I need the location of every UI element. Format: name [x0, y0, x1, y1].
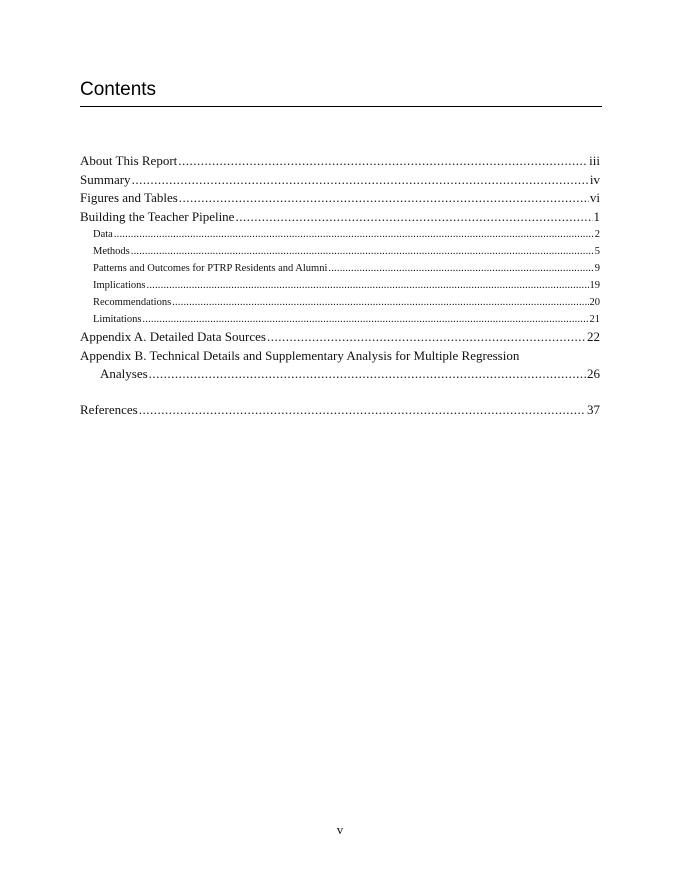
toc-entry-appendix-b[interactable] — [80, 347, 600, 384]
page-title: Contents — [80, 79, 157, 100]
toc-entry-label: Summary — [80, 171, 131, 187]
toc-entry-label: About This Report — [80, 153, 178, 168]
toc-entry-label: Limitations — [93, 314, 142, 325]
dot-leader — [178, 152, 588, 171]
table-of-contents — [80, 152, 600, 419]
dot-leader — [267, 328, 586, 347]
title-rule — [80, 106, 602, 107]
toc-entry-building-the-teacher-pipeline[interactable] — [80, 208, 600, 227]
dot-leader — [235, 208, 592, 227]
toc-entry-figures-and-tables[interactable] — [80, 189, 600, 208]
toc-entry-methods[interactable] — [80, 243, 600, 260]
toc-entry-summary[interactable] — [80, 171, 600, 190]
dot-leader — [328, 260, 593, 277]
toc-entry-appendix-a[interactable] — [80, 328, 600, 347]
dot-leader — [139, 401, 586, 420]
dot-leader — [114, 226, 594, 243]
toc-entry-continuation — [80, 365, 600, 384]
toc-entry-page: 20 — [589, 297, 600, 308]
toc-entry-page: vi — [589, 190, 600, 205]
toc-entry-page: 1 — [593, 208, 600, 224]
toc-entry-label: Implications — [93, 280, 146, 291]
toc-entry-about[interactable] — [80, 152, 600, 171]
toc-entry-implications[interactable] — [80, 277, 600, 294]
toc-entry-page: 19 — [589, 280, 600, 291]
toc-entry-page: 37 — [587, 401, 600, 417]
toc-entry-page: iv — [589, 171, 600, 187]
toc-entry-page: 26 — [587, 366, 600, 381]
toc-entry-label-line2: Analyses — [100, 366, 148, 381]
dot-leader — [149, 365, 586, 384]
dot-leader — [132, 171, 589, 190]
dot-leader — [131, 243, 594, 260]
dot-leader — [147, 277, 589, 294]
toc-entry-recommendations[interactable] — [80, 294, 600, 311]
toc-entry-page: 2 — [594, 229, 600, 240]
dot-leader — [142, 311, 588, 328]
toc-entry-page: 9 — [594, 263, 600, 274]
toc-entry-label-line1: Appendix B. Technical Details and Supplementary Analysis for Multiple Regression — [80, 347, 520, 363]
toc-entry-label: Data — [93, 229, 113, 240]
toc-entry-page: 5 — [594, 246, 600, 257]
toc-entry-label: Recommendations — [93, 297, 172, 308]
toc-entry-page: iii — [589, 153, 600, 168]
page-number: v — [336, 822, 344, 837]
toc-entry-page: 21 — [589, 314, 600, 325]
toc-entry-page: 22 — [587, 329, 600, 344]
toc-entry-data[interactable] — [80, 226, 600, 243]
toc-entry-label: Appendix A. Detailed Data Sources — [80, 329, 266, 344]
dot-leader — [172, 294, 588, 311]
toc-entry-label: References — [80, 401, 138, 417]
toc-entry-label: Figures and Tables — [80, 190, 178, 205]
toc-entry-limitations[interactable] — [80, 311, 600, 328]
toc-entry-references[interactable] — [80, 401, 600, 420]
dot-leader — [179, 189, 589, 208]
toc-entry-patterns-and-outcomes[interactable] — [80, 260, 600, 277]
toc-entry-label: Patterns and Outcomes for PTRP Residents and Alumni — [93, 263, 328, 274]
toc-entry-label: Building the Teacher Pipeline — [80, 208, 235, 224]
toc-entry-label: Methods — [93, 246, 130, 257]
